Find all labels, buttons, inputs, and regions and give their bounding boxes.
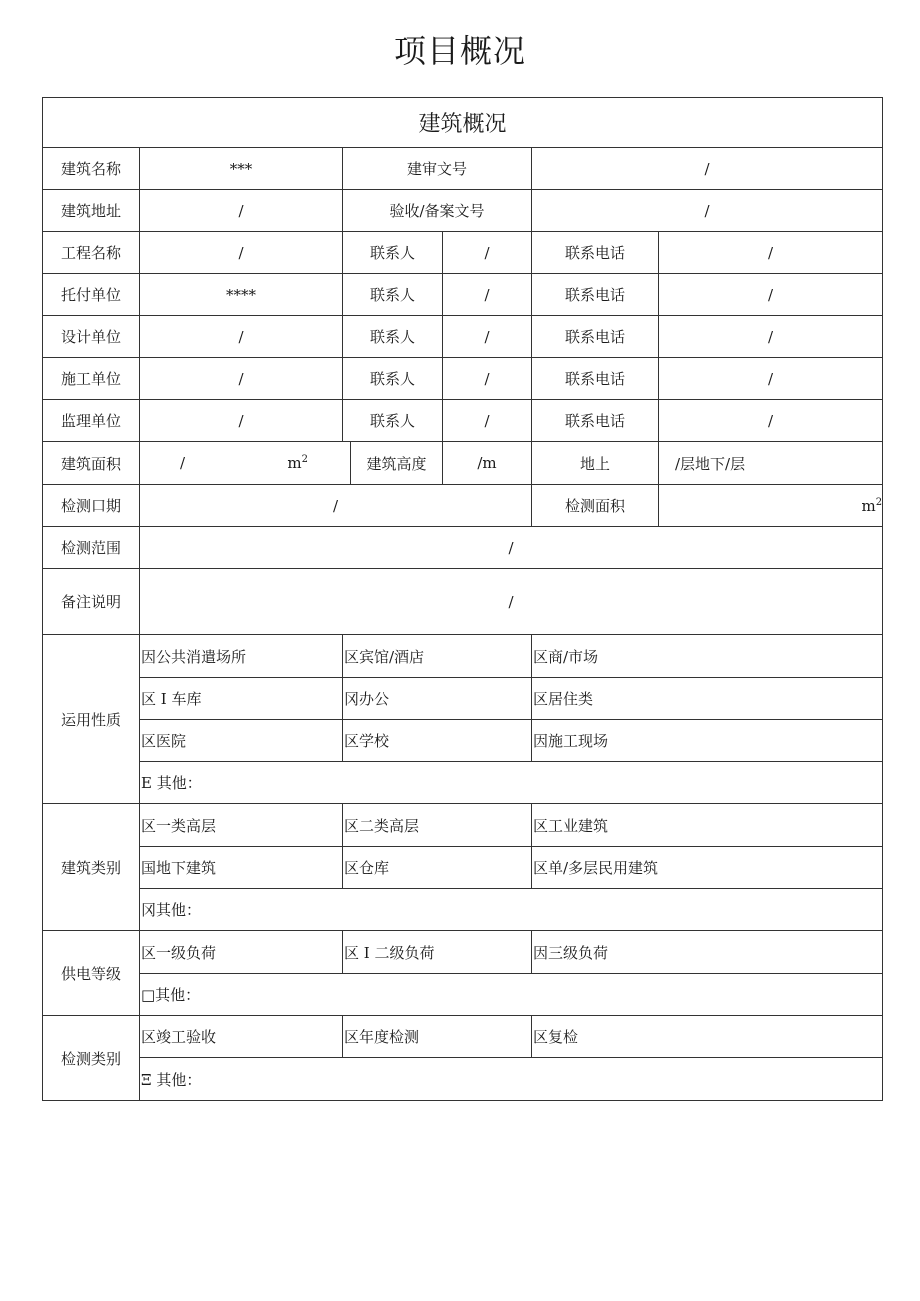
value-building-area[interactable] [140,442,351,485]
label-construction-phone: 联系电话 [532,358,659,400]
power-option[interactable]: 因三级负荷 [532,931,883,974]
label-test-type: 检测类别 [43,1016,140,1101]
usage-option[interactable]: 区学校 [343,720,532,762]
label-project-name: 工程名称 [43,232,140,274]
label-test-scope: 检测范围 [43,527,140,569]
value-construction-contact[interactable]: / [443,358,532,400]
value-acceptance-no[interactable]: / [532,190,883,232]
value-design-unit[interactable]: / [140,316,343,358]
value-supervision-contact[interactable]: / [443,400,532,442]
usage-option[interactable]: 区医院 [140,720,343,762]
value-design-phone[interactable]: / [659,316,883,358]
usage-option[interactable]: 区 I 车库 [140,678,343,720]
label-test-area: 检测面积 [532,485,659,527]
label-building-address: 建筑地址 [43,190,140,232]
label-client-contact: 联系人 [343,274,443,316]
usage-option[interactable]: 区宾馆/酒店 [343,635,532,678]
label-supervision-unit: 监理单位 [43,400,140,442]
value-test-scope[interactable]: / [140,527,883,569]
label-project-contact: 联系人 [343,232,443,274]
power-option[interactable]: 区一级负荷 [140,931,343,974]
label-building-category: 建筑类别 [43,804,140,931]
test-type-option[interactable]: 区竣工验收 [140,1016,343,1058]
label-building-height: 建筑高度 [351,442,443,485]
label-building-area: 建筑面积 [43,442,140,485]
value-project-name[interactable]: / [140,232,343,274]
value-client-phone[interactable]: / [659,274,883,316]
label-acceptance-no: 验收/备案文号 [343,190,532,232]
test-type-other[interactable]: Ξ 其他： [140,1058,883,1101]
category-option[interactable]: 国地下建筑 [140,847,343,889]
page-title: 项目概况 [393,32,526,70]
label-usage: 运用性质 [43,635,140,804]
label-power-level: 供电等级 [43,931,140,1016]
label-construction-contact: 联系人 [343,358,443,400]
value-floors[interactable]: /层地下/层 [659,442,883,485]
value-supervision-phone[interactable]: / [659,400,883,442]
label-remarks: 备注说明 [43,569,140,635]
usage-option[interactable]: 区商/市场 [532,635,883,678]
category-option[interactable]: 区仓库 [343,847,532,889]
test-type-option[interactable]: 区复检 [532,1016,883,1058]
label-client-unit: 托付单位 [43,274,140,316]
category-option[interactable]: 区单/多层民用建筑 [532,847,883,889]
label-building-name: 建筑名称 [43,148,140,190]
category-other[interactable]: 冈其他： [140,889,883,931]
label-supervision-phone: 联系电话 [532,400,659,442]
value-building-height[interactable]: /m [443,442,532,485]
label-above-ground: 地上 [532,442,659,485]
category-option[interactable]: 区一类高层 [140,804,343,847]
usage-other[interactable]: E 其他： [140,762,883,804]
usage-option[interactable]: 因施工现场 [532,720,883,762]
building-area-unit: $m^2$ [287,454,308,472]
label-client-phone: 联系电话 [532,274,659,316]
usage-option[interactable]: 因公共消遣场所 [140,635,343,678]
power-option[interactable]: 区 I 二级负荷 [343,931,532,974]
value-design-contact[interactable]: / [443,316,532,358]
value-review-no[interactable]: / [532,148,883,190]
project-overview-table [42,97,883,1101]
label-supervision-contact: 联系人 [343,400,443,442]
label-design-unit: 设计单位 [43,316,140,358]
value-client-contact[interactable]: / [443,274,532,316]
power-other[interactable]: □其他： [140,974,883,1016]
label-design-phone: 联系电话 [532,316,659,358]
building-area-number: / [180,454,186,472]
value-test-date[interactable]: / [140,485,532,527]
value-remarks[interactable]: / [140,569,883,635]
value-project-contact[interactable]: / [443,232,532,274]
label-test-date: 检测口期 [43,485,140,527]
test-type-option[interactable]: 区年度检测 [343,1016,532,1058]
label-design-contact: 联系人 [343,316,443,358]
test-area-unit: $m^2$ [861,496,883,515]
value-building-name[interactable]: *** [140,148,343,190]
usage-option[interactable]: 冈办公 [343,678,532,720]
value-construction-phone[interactable]: / [659,358,883,400]
label-review-no: 建审文号 [343,148,532,190]
value-project-phone[interactable]: / [659,232,883,274]
value-supervision-unit[interactable]: / [140,400,343,442]
label-project-phone: 联系电话 [532,232,659,274]
category-option[interactable]: 区工业建筑 [532,804,883,847]
value-construction-unit[interactable]: / [140,358,343,400]
value-test-area[interactable] [659,485,883,527]
value-client-unit[interactable]: **** [140,274,343,316]
value-building-address[interactable]: / [140,190,343,232]
category-option[interactable]: 区二类高层 [343,804,532,847]
label-construction-unit: 施工单位 [43,358,140,400]
usage-option[interactable]: 区居住类 [532,678,883,720]
section-title: 建筑概况 [43,98,883,148]
